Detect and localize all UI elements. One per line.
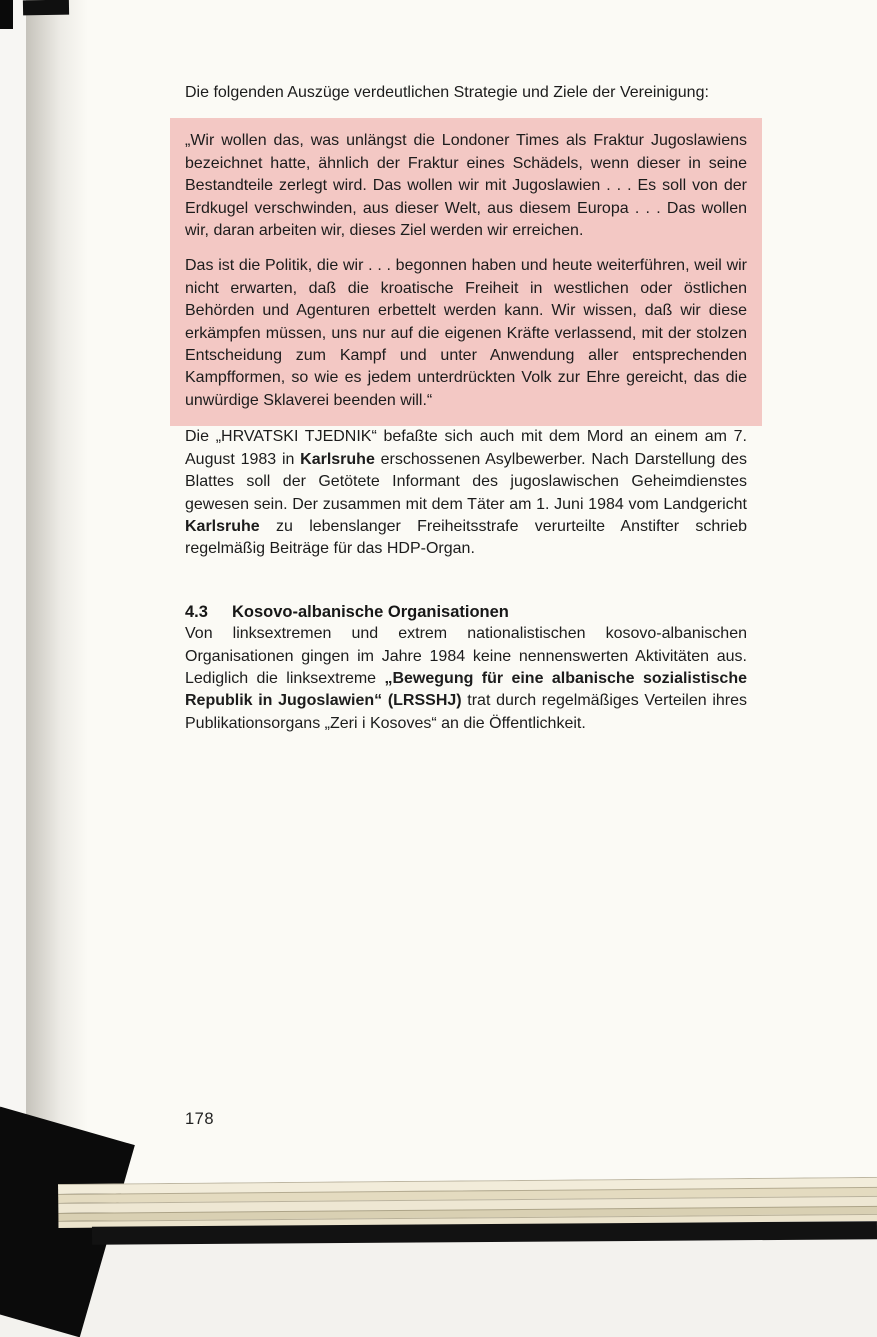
text-segment-bold-lrsshj: „Bewegung für eine albanische sozialistische Republik in Jugoslawien“ (LRSSHJ) bbox=[185, 669, 747, 710]
text-segment: erschossenen Asylbewerber. Nach Darstellung des Blattes soll der Getötete Informant des jugoslawischen Geheimdienstes gewesen sein. Der zusammen mit dem Täter am 1. Juni 1984 vom Landgericht bbox=[185, 450, 747, 513]
scan-artifact-top-left-2 bbox=[23, 0, 69, 15]
page-edge-stack bbox=[58, 1177, 877, 1228]
text-segment: zu lebenslanger Freiheitsstrafe verurteilte Anstifter schrieb regelmäßig Beiträge für das HDP-Organ. bbox=[185, 517, 747, 558]
text-segment: trat durch regelmäßiges Verteilen ihres Publikationsorgans „Zeri i Kosoves“ an die Öffentlichkeit. bbox=[185, 692, 747, 732]
scan-left-margin bbox=[0, 0, 26, 1240]
quote-paragraph-2: Das ist die Politik, die wir . . . begonnen haben und heute weiterführen, weil wir nicht erwarten, daß die kroatische Freiheit in westlichen oder östlichen Behörden und Agenturen erbettelt werden kann. Wir wissen, daß wir diese erkämpfen müssen, uns nur auf die eigenen Kräfte verlassend, mit der stolzen Entscheidung zum Kampf und unter Anwendung aller entsprechenden Kampfformen, so wie es jedem unterdrückten Volk zur Ehre gereicht, das die unwürdige Sklaverei beenden will.“ bbox=[185, 257, 747, 409]
text-segment: Die „HRVATSKI TJEDNIK“ befaßte sich auch mit dem Mord an einem am 7. August 1983 in bbox=[185, 428, 747, 468]
page-content bbox=[185, 82, 747, 735]
body-paragraph-kosovo bbox=[185, 623, 747, 735]
section-title: Kosovo-albanische Organisationen bbox=[232, 602, 509, 621]
text-segment-bold-karlsruhe: Karlsruhe bbox=[185, 517, 260, 535]
text-segment-bold-karlsruhe: Karlsruhe bbox=[300, 450, 375, 468]
binding-gutter-shadow bbox=[26, 0, 88, 1190]
section-heading bbox=[185, 601, 747, 623]
highlighted-quote-box bbox=[170, 118, 762, 426]
body-paragraph-karlsruhe bbox=[185, 426, 747, 560]
text-segment: Von linksextremen und extrem nationalistischen kosovo-albanischen Organisationen gingen im Jahre 1984 keine nennenswerten Aktivitäten aus. Lediglich die linksextreme bbox=[185, 625, 747, 687]
section-number: 4.3 bbox=[185, 602, 208, 621]
quote-paragraph-1: „Wir wollen das, was unlängst die Londoner Times als Fraktur Jugoslawiens bezeichnet hatte, ähnlich der Fraktur eines Schädels, wenn dieser in seine Bestandteile zerlegt wird. Das wollen wir mit Jugoslawien . . . Es soll von der Erdkugel verschwinden, aus dieser Welt, aus diesem Europa . . . Das wollen wir, daran arbeiten wir, dieses Ziel werden wir erreichen. bbox=[185, 132, 747, 240]
intro-paragraph: Die folgenden Auszüge verdeutlichen Strategie und Ziele der Vereinigung: bbox=[185, 84, 709, 101]
page-number: 178 bbox=[185, 1110, 215, 1128]
scan-artifact-top-left bbox=[0, 0, 13, 29]
